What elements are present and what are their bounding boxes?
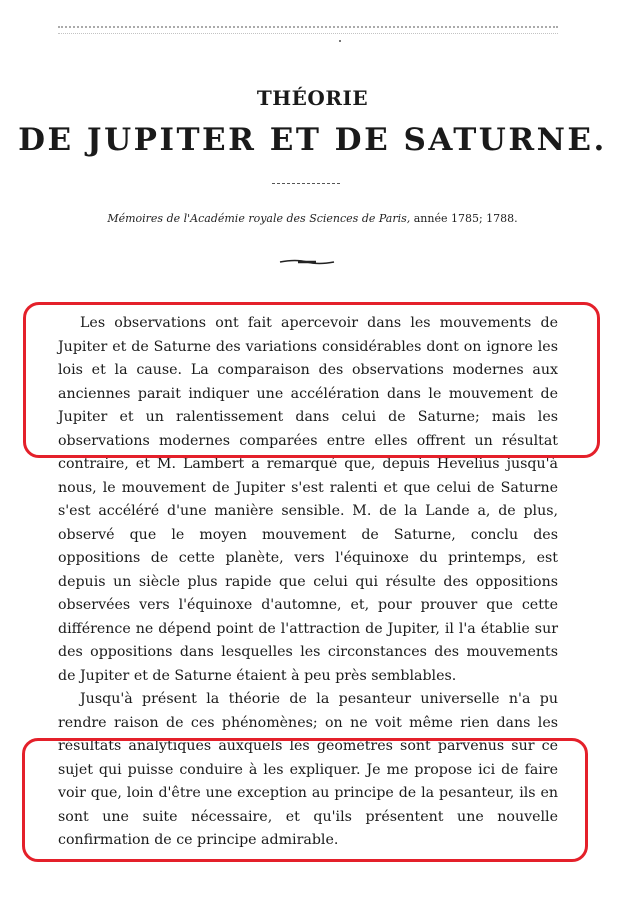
title-divider [272, 183, 340, 184]
paragraph-1: Les observations ont fait apercevoir dans les mouvements de Jupiter et de Saturne des variations considérables dont on ignore les lois et la cause. La comparaison des observations modernes aux anciennes parait indiquer une accélération dans le mouvement de Jupiter et un ralentissement dans celui de Saturne; mais les observations modernes comparées entre elles offrent un résultat contraire, et M. Lambert a remarqué que, depuis Hevelius jusqu'à nous, le mouvement de Jupiter s'est ralenti et que celui de Saturne s'est accéléré d'une manière sensible. M. de la Lande a, de plus, observé que le moyen mouvement de Saturne, conclu des oppositions de cette planète, vers l'équinoxe du printemps, est depuis un siècle plus rapide que celui qui résulte des oppositions observées vers l'équinoxe d'automne, et, pour prouver que cette différence ne dépend point de l'attraction de Jupiter, il l'a établie sur des oppositions dans lesquelles les circonstances des mouvements de Jupiter et de Saturne étaient à peu près semblables. [58, 315, 558, 684]
source-years: année 1785; 1788. [410, 212, 518, 225]
title-line-2: DE JUPITER ET DE SATURNE. [18, 122, 607, 158]
title-line-1: THÉORIE [256, 86, 369, 110]
running-header-rule [58, 26, 558, 34]
source-citation [0, 212, 625, 225]
paragraph-2: Jusqu'à présent la théorie de la pesanteur universelle n'a pu rendre raison de ces phénomènes; on ne voit même rien dans les résultats analytiques auxquels les géomètres sont parvenus sur ce sujet qui puisse conduire à les expliquer. Je me propose ici de faire voir que, loin d'être une exception au principe de la pesanteur, ils en sont une suite nécessaire, et qu'ils présentent une nouvelle confirmation de ce principe admirable. [58, 691, 558, 848]
body-text [58, 312, 558, 853]
ornament-divider [278, 258, 336, 266]
header-mark [339, 40, 341, 42]
source-journal: Mémoires de l'Académie royale des Sciences de Paris, [107, 212, 411, 225]
